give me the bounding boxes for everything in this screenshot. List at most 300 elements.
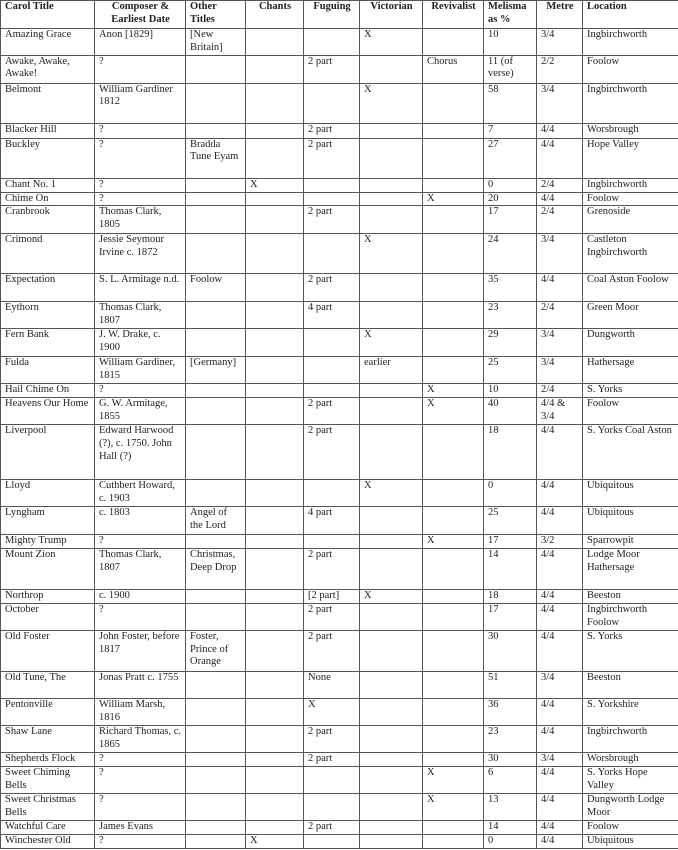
cell-victorian (360, 425, 423, 480)
table-row (1, 55, 678, 83)
cell-other-titles: Angel of the Lord (186, 506, 246, 534)
table-row (1, 302, 678, 329)
cell-composer: ? (95, 766, 186, 793)
cell-carol-title: Cranbrook (1, 206, 95, 234)
cell-victorian (360, 766, 423, 793)
cell-chants: X (246, 834, 304, 848)
cell-other-titles (186, 398, 246, 425)
cell-composer: William Marsh, 1816 (95, 698, 186, 725)
table-row (1, 603, 678, 630)
cell-chants (246, 480, 304, 507)
cell-metre: 4/4 (537, 274, 583, 302)
cell-composer: ? (95, 603, 186, 630)
cell-location: S. Yorks Coal Aston (583, 425, 678, 480)
cell-composer: ? (95, 138, 186, 178)
cell-carol-title: Shepherds Flock (1, 752, 95, 766)
cell-carol-title: Sweet Chiming Bells (1, 766, 95, 793)
table-row (1, 766, 678, 793)
cell-victorian (360, 820, 423, 834)
cell-other-titles: Bradda Tune Eyam (186, 138, 246, 178)
header-row (1, 1, 678, 29)
cell-metre: 3/4 (537, 234, 583, 274)
cell-other-titles (186, 671, 246, 698)
cell-melisma: 10 (484, 384, 537, 398)
cell-revivalist (423, 834, 484, 848)
cell-composer: Thomas Clark, 1807 (95, 548, 186, 589)
cell-location: Dungworth Lodge Moor (583, 793, 678, 820)
cell-fuguing: 2 part (304, 603, 360, 630)
cell-revivalist (423, 752, 484, 766)
cell-fuguing (304, 29, 360, 56)
cell-location: Ubiquitous (583, 834, 678, 848)
cell-victorian (360, 725, 423, 752)
cell-fuguing: 2 part (304, 55, 360, 83)
cell-victorian: X (360, 83, 423, 123)
cell-victorian (360, 206, 423, 234)
cell-revivalist (423, 234, 484, 274)
cell-composer: Richard Thomas, c. 1865 (95, 725, 186, 752)
cell-location: Worsbrough (583, 752, 678, 766)
cell-chants (246, 671, 304, 698)
cell-chants (246, 83, 304, 123)
cell-melisma: 7 (484, 123, 537, 138)
table-row (1, 206, 678, 234)
cell-composer: ? (95, 384, 186, 398)
cell-composer: G. W. Armitage, 1855 (95, 398, 186, 425)
cell-chants (246, 725, 304, 752)
cell-metre: 4/4 (537, 506, 583, 534)
cell-chants (246, 206, 304, 234)
cell-other-titles (186, 589, 246, 603)
cell-other-titles (186, 302, 246, 329)
cell-location: Foolow (583, 192, 678, 206)
cell-fuguing (304, 192, 360, 206)
cell-other-titles (186, 752, 246, 766)
cell-carol-title: Heavens Our Home (1, 398, 95, 425)
cell-chants (246, 29, 304, 56)
col-header-metre: Metre (537, 1, 583, 29)
col-header-victorian: Victorian (360, 1, 423, 29)
cell-metre: 3/4 (537, 83, 583, 123)
cell-composer: Cuthbert Howard, c. 1903 (95, 480, 186, 507)
cell-metre: 3/4 (537, 329, 583, 357)
cell-chants (246, 329, 304, 357)
cell-other-titles (186, 820, 246, 834)
col-header-composer: Composer & Earliest Date (95, 1, 186, 29)
cell-victorian (360, 178, 423, 192)
cell-carol-title: Liverpool (1, 425, 95, 480)
cell-victorian (360, 548, 423, 589)
cell-carol-title: Lloyd (1, 480, 95, 507)
col-header-fuguing: Fuguing (304, 1, 360, 29)
cell-metre: 4/4 (537, 192, 583, 206)
cell-location: Ubiquitous (583, 506, 678, 534)
table-row (1, 480, 678, 507)
cell-fuguing: 2 part (304, 630, 360, 671)
table-row (1, 793, 678, 820)
cell-metre: 2/4 (537, 384, 583, 398)
cell-metre: 4/4 & 3/4 (537, 398, 583, 425)
cell-revivalist: X (423, 384, 484, 398)
cell-melisma: 13 (484, 793, 537, 820)
cell-location: Ubiquitous (583, 480, 678, 507)
cell-fuguing (304, 480, 360, 507)
cell-carol-title: Eythorn (1, 302, 95, 329)
cell-victorian (360, 398, 423, 425)
cell-fuguing: 2 part (304, 206, 360, 234)
cell-chants (246, 398, 304, 425)
cell-melisma: 0 (484, 834, 537, 848)
cell-carol-title: Lyngham (1, 506, 95, 534)
cell-revivalist (423, 506, 484, 534)
cell-composer: S. L. Armitage n.d. (95, 274, 186, 302)
cell-composer: Thomas Clark, 1807 (95, 302, 186, 329)
cell-carol-title: Blacker Hill (1, 123, 95, 138)
table-row (1, 329, 678, 357)
cell-melisma: 20 (484, 192, 537, 206)
cell-melisma: 51 (484, 671, 537, 698)
table-row (1, 534, 678, 548)
table-row (1, 123, 678, 138)
cell-carol-title: Winchester Old (1, 834, 95, 848)
cell-victorian (360, 793, 423, 820)
cell-melisma: 58 (484, 83, 537, 123)
cell-fuguing: 2 part (304, 123, 360, 138)
table-row (1, 234, 678, 274)
cell-composer: John Foster, before 1817 (95, 630, 186, 671)
cell-other-titles (186, 384, 246, 398)
cell-composer: Edward Harwood (?), c. 1750. John Hall (?) (95, 425, 186, 480)
cell-composer: Jessie Seymour Irvine c. 1872 (95, 234, 186, 274)
cell-other-titles (186, 793, 246, 820)
cell-revivalist (423, 206, 484, 234)
cell-location: Foolow (583, 398, 678, 425)
cell-melisma: 14 (484, 820, 537, 834)
cell-revivalist (423, 589, 484, 603)
cell-victorian: X (360, 29, 423, 56)
cell-fuguing (304, 793, 360, 820)
cell-melisma: 6 (484, 766, 537, 793)
cell-location: Hope Valley (583, 138, 678, 178)
cell-chants (246, 425, 304, 480)
cell-fuguing: None (304, 671, 360, 698)
cell-location: S. Yorkshire (583, 698, 678, 725)
cell-fuguing (304, 83, 360, 123)
cell-melisma: 23 (484, 302, 537, 329)
table-row (1, 698, 678, 725)
cell-metre: 4/4 (537, 766, 583, 793)
table-row (1, 29, 678, 56)
cell-carol-title: Chime On (1, 192, 95, 206)
table-row (1, 357, 678, 384)
cell-other-titles (186, 534, 246, 548)
table-row (1, 506, 678, 534)
cell-metre: 2/2 (537, 55, 583, 83)
cell-fuguing: 2 part (304, 138, 360, 178)
cell-other-titles (186, 329, 246, 357)
cell-victorian (360, 192, 423, 206)
cell-melisma: 30 (484, 630, 537, 671)
cell-revivalist (423, 548, 484, 589)
cell-victorian (360, 630, 423, 671)
cell-chants (246, 793, 304, 820)
cell-melisma: 24 (484, 234, 537, 274)
cell-chants (246, 630, 304, 671)
table-row (1, 192, 678, 206)
cell-revivalist: X (423, 793, 484, 820)
cell-melisma: 10 (484, 29, 537, 56)
cell-fuguing: [2 part] (304, 589, 360, 603)
table-row (1, 274, 678, 302)
cell-carol-title: Fulda (1, 357, 95, 384)
cell-melisma: 35 (484, 274, 537, 302)
cell-victorian (360, 671, 423, 698)
cell-chants (246, 766, 304, 793)
cell-melisma: 29 (484, 329, 537, 357)
cell-revivalist (423, 83, 484, 123)
cell-metre: 4/4 (537, 834, 583, 848)
cell-fuguing (304, 357, 360, 384)
cell-melisma: 0 (484, 480, 537, 507)
cell-location: Ingbirchworth (583, 29, 678, 56)
table-row (1, 752, 678, 766)
cell-location: Beeston (583, 589, 678, 603)
cell-other-titles: Foolow (186, 274, 246, 302)
cell-fuguing: X (304, 698, 360, 725)
cell-fuguing (304, 329, 360, 357)
cell-revivalist (423, 329, 484, 357)
cell-chants (246, 192, 304, 206)
table-row (1, 671, 678, 698)
cell-melisma: 11 (of verse) (484, 55, 537, 83)
cell-revivalist: Chorus (423, 55, 484, 83)
cell-revivalist (423, 603, 484, 630)
cell-carol-title: Shaw Lane (1, 725, 95, 752)
cell-carol-title: Buckley (1, 138, 95, 178)
cell-revivalist (423, 671, 484, 698)
cell-chants (246, 384, 304, 398)
table-row (1, 384, 678, 398)
cell-revivalist (423, 123, 484, 138)
cell-victorian (360, 698, 423, 725)
cell-composer: ? (95, 178, 186, 192)
cell-revivalist (423, 630, 484, 671)
cell-composer: ? (95, 752, 186, 766)
cell-melisma: 18 (484, 425, 537, 480)
cell-other-titles: Foster, Prince of Orange (186, 630, 246, 671)
cell-metre: 4/4 (537, 138, 583, 178)
cell-composer: ? (95, 192, 186, 206)
cell-revivalist (423, 138, 484, 178)
cell-victorian (360, 506, 423, 534)
cell-chants (246, 820, 304, 834)
cell-melisma: 0 (484, 178, 537, 192)
cell-location: Lodge Moor Hathersage (583, 548, 678, 589)
cell-victorian (360, 55, 423, 83)
cell-fuguing: 4 part (304, 506, 360, 534)
cell-victorian (360, 274, 423, 302)
cell-fuguing (304, 534, 360, 548)
table-row (1, 834, 678, 848)
cell-revivalist (423, 29, 484, 56)
cell-other-titles (186, 603, 246, 630)
table-row (1, 138, 678, 178)
cell-victorian (360, 302, 423, 329)
col-header-carol-title: Carol Title (1, 1, 95, 29)
cell-other-titles (186, 480, 246, 507)
cell-melisma: 14 (484, 548, 537, 589)
cell-revivalist (423, 357, 484, 384)
cell-victorian: earlier (360, 357, 423, 384)
cell-composer: William Gardiner, 1815 (95, 357, 186, 384)
cell-fuguing: 2 part (304, 548, 360, 589)
cell-other-titles (186, 834, 246, 848)
cell-revivalist: X (423, 534, 484, 548)
cell-victorian (360, 603, 423, 630)
cell-metre: 4/4 (537, 589, 583, 603)
cell-carol-title: Belmont (1, 83, 95, 123)
cell-carol-title: Mighty Trump (1, 534, 95, 548)
cell-melisma: 18 (484, 589, 537, 603)
table-row (1, 425, 678, 480)
cell-location: Worsbrough (583, 123, 678, 138)
cell-metre: 4/4 (537, 630, 583, 671)
cell-composer: Thomas Clark, 1805 (95, 206, 186, 234)
cell-other-titles: [New Britain] (186, 29, 246, 56)
cell-fuguing: 2 part (304, 425, 360, 480)
cell-victorian: X (360, 480, 423, 507)
cell-fuguing: 2 part (304, 725, 360, 752)
cell-other-titles (186, 725, 246, 752)
cell-melisma: 17 (484, 603, 537, 630)
cell-chants (246, 548, 304, 589)
table-row (1, 630, 678, 671)
cell-location: Ingbirchworth (583, 178, 678, 192)
cell-other-titles (186, 698, 246, 725)
cell-other-titles (186, 234, 246, 274)
cell-chants (246, 138, 304, 178)
cell-composer: Anon [1829] (95, 29, 186, 56)
col-header-revivalist: Revivalist (423, 1, 484, 29)
table-row (1, 398, 678, 425)
cell-metre: 4/4 (537, 820, 583, 834)
cell-revivalist: X (423, 192, 484, 206)
cell-revivalist (423, 698, 484, 725)
cell-carol-title: Expectation (1, 274, 95, 302)
cell-carol-title: Old Tune, The (1, 671, 95, 698)
cell-composer: James Evans (95, 820, 186, 834)
cell-location: S. Yorks (583, 384, 678, 398)
cell-metre: 2/4 (537, 206, 583, 234)
cell-location: Grenoside (583, 206, 678, 234)
cell-carol-title: Awake, Awake, Awake! (1, 55, 95, 83)
cell-metre: 3/4 (537, 671, 583, 698)
col-header-chants: Chants (246, 1, 304, 29)
cell-victorian (360, 123, 423, 138)
cell-fuguing (304, 384, 360, 398)
cell-metre: 3/4 (537, 29, 583, 56)
cell-metre: 4/4 (537, 480, 583, 507)
cell-location: S. Yorks Hope Valley (583, 766, 678, 793)
cell-melisma: 23 (484, 725, 537, 752)
col-header-other-titles: Other Titles (186, 1, 246, 29)
col-header-location: Location (583, 1, 678, 29)
cell-location: S. Yorks (583, 630, 678, 671)
cell-other-titles (186, 425, 246, 480)
cell-carol-title: Mount Zion (1, 548, 95, 589)
cell-victorian: X (360, 329, 423, 357)
table-row (1, 589, 678, 603)
cell-metre: 3/2 (537, 534, 583, 548)
table-row (1, 548, 678, 589)
cell-chants: X (246, 178, 304, 192)
cell-carol-title: Amazing Grace (1, 29, 95, 56)
cell-chants (246, 302, 304, 329)
cell-composer: ? (95, 123, 186, 138)
cell-other-titles (186, 83, 246, 123)
cell-other-titles (186, 178, 246, 192)
cell-revivalist: X (423, 766, 484, 793)
cell-metre: 4/4 (537, 548, 583, 589)
cell-revivalist (423, 425, 484, 480)
cell-fuguing: 2 part (304, 752, 360, 766)
cell-chants (246, 603, 304, 630)
col-header-melisma: Melisma as % (484, 1, 537, 29)
cell-composer: c. 1803 (95, 506, 186, 534)
cell-victorian (360, 384, 423, 398)
cell-fuguing (304, 234, 360, 274)
cell-metre: 4/4 (537, 793, 583, 820)
cell-other-titles: Christmas, Deep Drop (186, 548, 246, 589)
cell-revivalist (423, 725, 484, 752)
table-row (1, 725, 678, 752)
cell-revivalist: X (423, 398, 484, 425)
cell-victorian (360, 534, 423, 548)
cell-carol-title: October (1, 603, 95, 630)
cell-revivalist (423, 178, 484, 192)
cell-metre: 2/4 (537, 302, 583, 329)
table-row (1, 820, 678, 834)
cell-victorian (360, 834, 423, 848)
cell-metre: 4/4 (537, 425, 583, 480)
cell-composer: ? (95, 55, 186, 83)
cell-location: Beeston (583, 671, 678, 698)
cell-melisma: 40 (484, 398, 537, 425)
cell-composer: Jonas Pratt c. 1755 (95, 671, 186, 698)
cell-chants (246, 698, 304, 725)
cell-metre: 4/4 (537, 123, 583, 138)
cell-fuguing: 2 part (304, 398, 360, 425)
cell-composer: ? (95, 834, 186, 848)
cell-composer: ? (95, 534, 186, 548)
cell-composer: William Gardiner 1812 (95, 83, 186, 123)
table-row (1, 178, 678, 192)
cell-other-titles (186, 766, 246, 793)
cell-other-titles (186, 55, 246, 83)
cell-carol-title: Old Foster (1, 630, 95, 671)
cell-location: Ingbirchworth Foolow (583, 603, 678, 630)
cell-chants (246, 589, 304, 603)
cell-victorian: X (360, 589, 423, 603)
cell-composer: c. 1900 (95, 589, 186, 603)
cell-metre: 4/4 (537, 698, 583, 725)
cell-revivalist (423, 302, 484, 329)
cell-carol-title: Sweet Christmas Bells (1, 793, 95, 820)
cell-fuguing: 2 part (304, 274, 360, 302)
cell-metre: 3/4 (537, 357, 583, 384)
cell-carol-title: Northrop (1, 589, 95, 603)
cell-melisma: 17 (484, 206, 537, 234)
